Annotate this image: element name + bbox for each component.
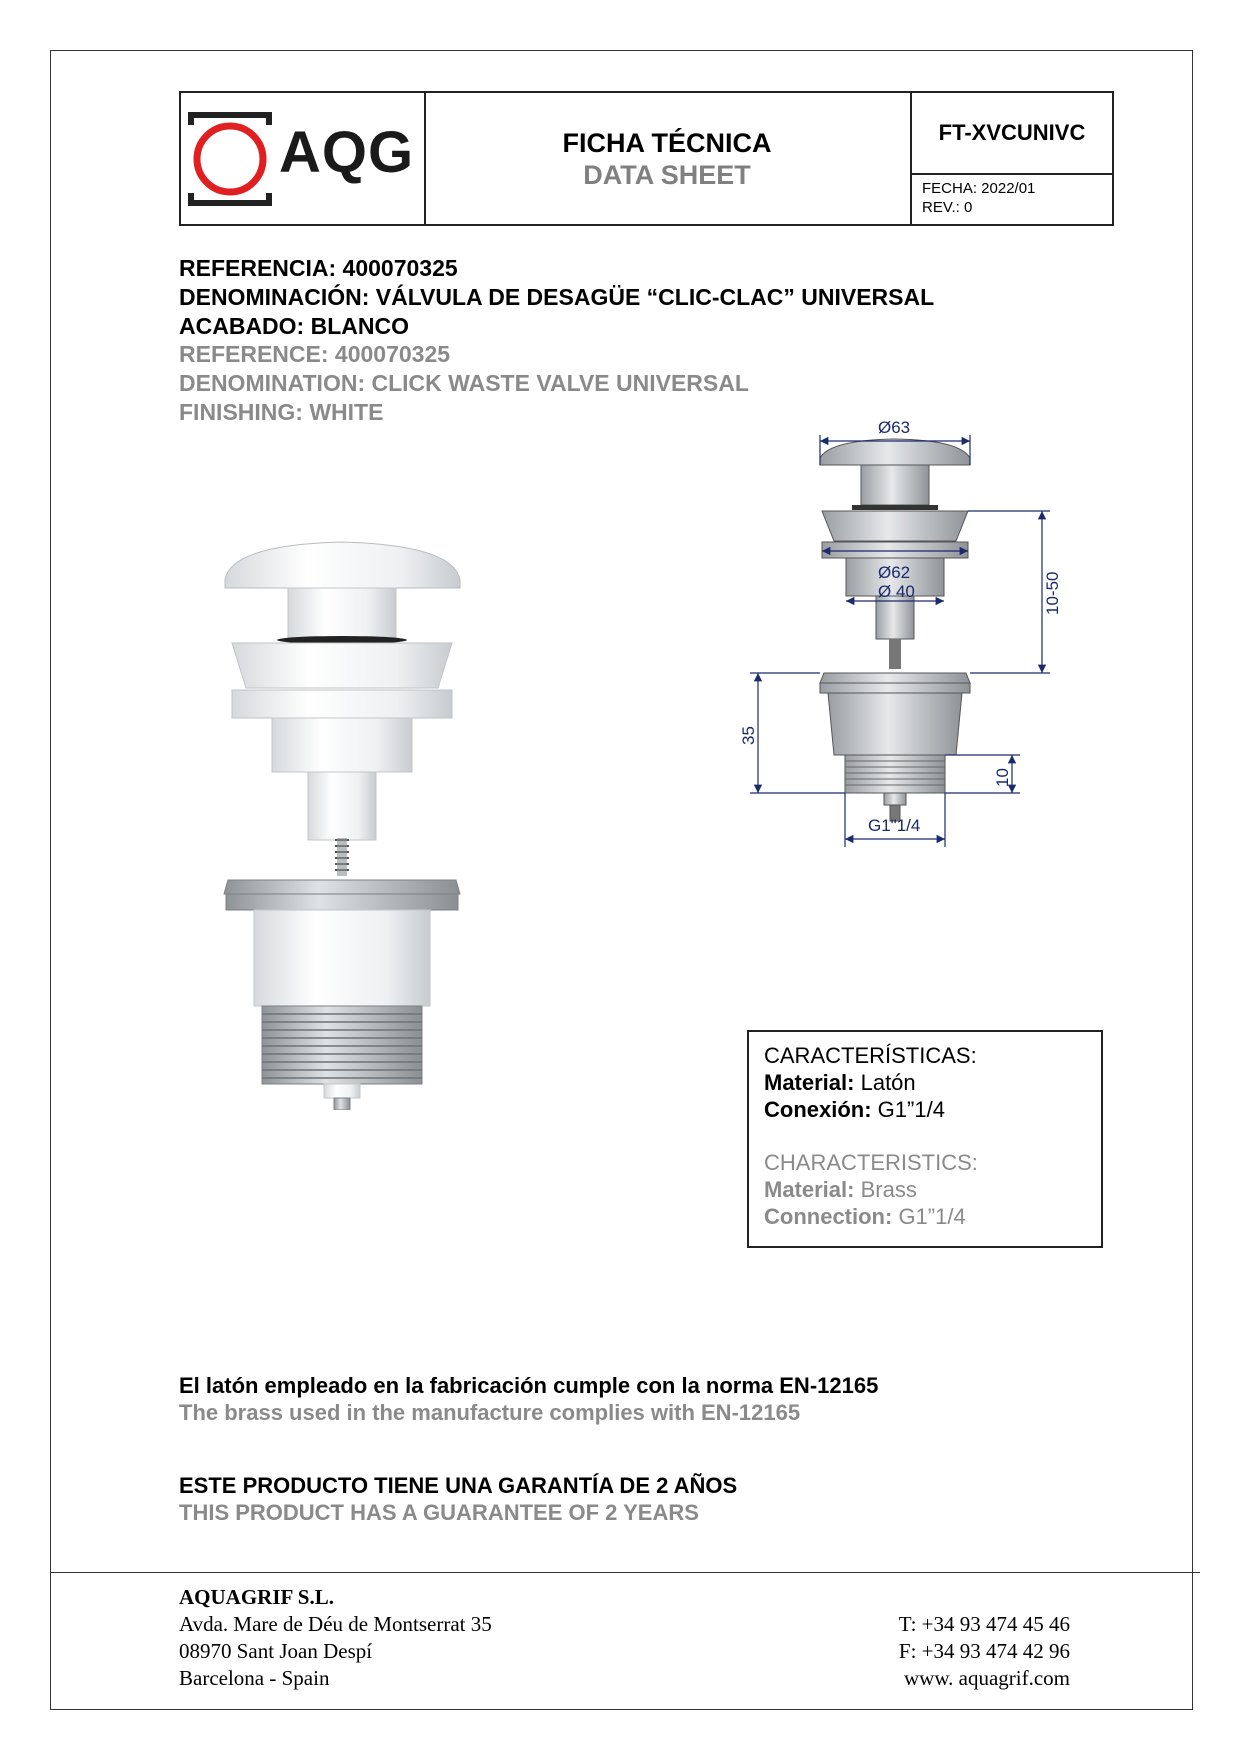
logo-ring-icon xyxy=(185,111,275,207)
characteristics-heading-en: CHARACTERISTICS: xyxy=(764,1150,978,1175)
guarantee-note-es: ESTE PRODUCTO TIENE UNA GARANTÍA DE 2 AÑOS xyxy=(179,1473,738,1498)
header-box xyxy=(179,91,1114,226)
brass-note-es: El latón empleado en la fabricación cumple con la norma EN-12165 xyxy=(179,1373,879,1398)
material-value-es: Latón xyxy=(854,1070,916,1095)
product-render-image xyxy=(220,530,490,1110)
footer-divider xyxy=(50,1572,1200,1573)
reference-en: REFERENCE: 400070325 xyxy=(179,341,451,367)
dim-height-10-50: 10-50 xyxy=(1043,571,1062,615)
material-value-en: Brass xyxy=(854,1177,917,1202)
dim-diameter-62: Ø62 xyxy=(878,563,911,582)
material-row-es xyxy=(764,1069,1101,1096)
footer-phone: T: +34 93 474 45 46 xyxy=(898,1612,1070,1636)
logo-text: AQG xyxy=(279,120,415,185)
connection-label-en: Connection: xyxy=(764,1204,893,1229)
dim-height-10: 10 xyxy=(993,768,1012,787)
connection-label-es: Conexión: xyxy=(764,1097,872,1122)
connection-value-es: G1”1/4 xyxy=(871,1097,945,1122)
reference-es: REFERENCIA: 400070325 xyxy=(179,255,458,281)
footer-address-3: Barcelona - Spain xyxy=(179,1666,330,1690)
denomination-en: DENOMINATION: CLICK WASTE VALVE UNIVERSAL xyxy=(179,370,749,396)
title-es: FICHA TÉCNICA xyxy=(562,128,772,158)
connection-row-en xyxy=(764,1203,1101,1230)
footer-fax: F: +34 93 474 42 96 xyxy=(898,1639,1070,1663)
dim-height-35: 35 xyxy=(739,726,758,745)
company-logo xyxy=(181,93,426,224)
date-line: FECHA: 2022/01 xyxy=(922,180,1036,197)
document-code: FT-XVCUNIVC xyxy=(912,93,1112,175)
connection-value-en: G1”1/4 xyxy=(892,1204,966,1229)
material-label-en: Material: xyxy=(764,1177,855,1202)
connection-row-es xyxy=(764,1096,1101,1123)
header-title xyxy=(424,93,912,224)
finishing-es: ACABADO: BLANCO xyxy=(179,313,409,339)
brass-note-en: The brass used in the manufacture complies with EN-12165 xyxy=(179,1400,801,1425)
characteristics-heading-es: CARACTERÍSTICAS: xyxy=(764,1043,977,1068)
guarantee-note-en: THIS PRODUCT HAS A GUARANTEE OF 2 YEARS xyxy=(179,1500,699,1525)
technical-drawing xyxy=(720,415,1120,940)
footer-address-1: Avda. Mare de Déu de Montserrat 35 xyxy=(179,1612,492,1636)
finishing-en: FINISHING: WHITE xyxy=(179,399,384,425)
material-label-es: Material: xyxy=(764,1070,855,1095)
revision-line: REV.: 0 xyxy=(922,199,973,216)
footer-company: AQUAGRIF S.L. xyxy=(179,1585,334,1609)
footer-website[interactable]: www. aquagrif.com xyxy=(903,1666,1070,1690)
dim-diameter-40: Ø 40 xyxy=(878,582,915,601)
characteristics-box xyxy=(747,1030,1103,1248)
dim-diameter-63: Ø63 xyxy=(878,418,911,437)
footer-address-2: 08970 Sant Joan Despí xyxy=(179,1639,373,1663)
title-en: DATA SHEET xyxy=(583,160,751,190)
denomination-es: DENOMINACIÓN: VÁLVULA DE DESAGÜE “CLIC-CLAC” UNIVERSAL xyxy=(179,284,935,310)
material-row-en xyxy=(764,1176,1101,1203)
document-date xyxy=(922,179,1035,217)
dim-thread: G1"1/4 xyxy=(868,816,921,835)
